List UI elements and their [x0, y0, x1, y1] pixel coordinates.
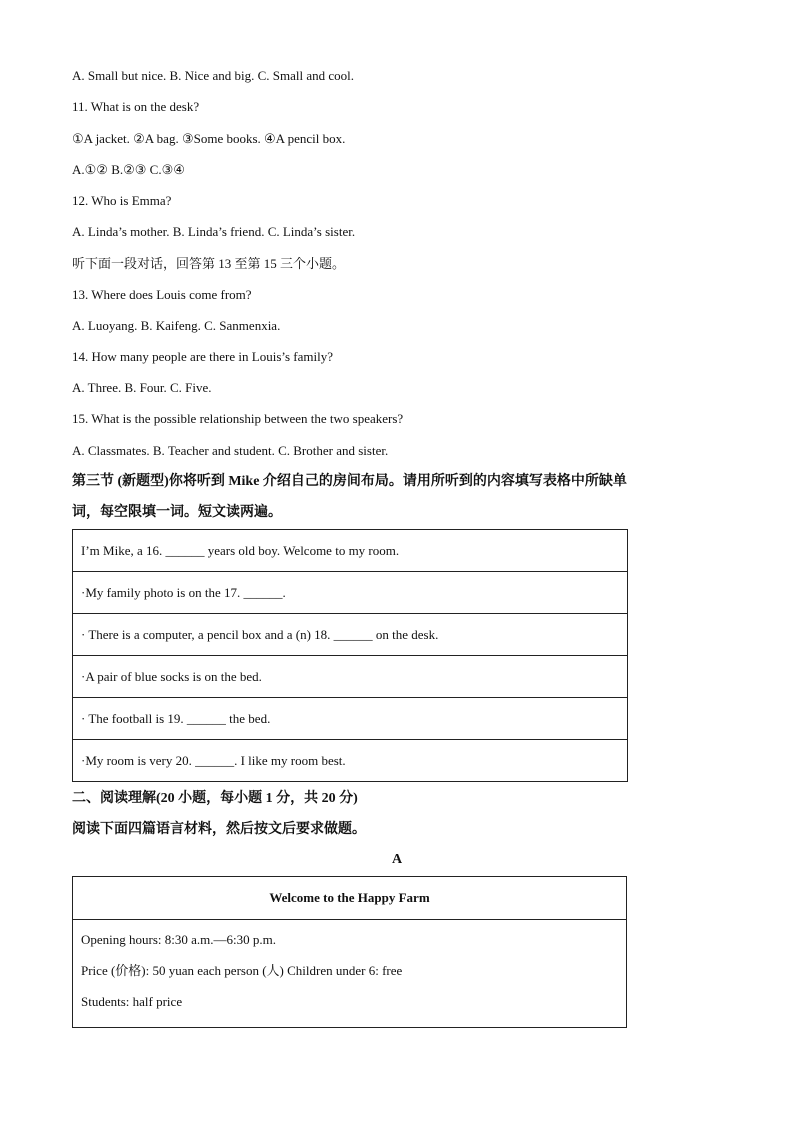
passage-letter: A — [391, 852, 403, 867]
table-row — [73, 656, 628, 698]
q14-options: A. Three. B. Four. C. Five. — [72, 380, 212, 395]
student-price: Students: half price — [81, 994, 183, 1009]
section3-heading-line1: 第三节 (新题型)你将听到 Mike 介绍自己的房间布局。请用所听到的内容填写表格中所缺单 — [72, 474, 627, 489]
table-row — [73, 572, 628, 614]
q14-question: 14. How many people are there in Louis’s family? — [72, 349, 334, 364]
q13-options: A. Luoyang. B. Kaifeng. C. Sanmenxia. — [72, 318, 281, 333]
table-row — [73, 614, 628, 656]
instruction-13-15: 听下面一段对话，回答第 13 至第 15 三个小题。 — [72, 256, 346, 271]
opening-hours: Opening hours: 8:30 a.m.—6:30 p.m. — [81, 932, 276, 947]
q12-question: 12. Who is Emma? — [72, 193, 172, 208]
q13-question: 13. Where does Louis come from? — [72, 287, 252, 302]
q12-options: A. Linda’s mother. B. Linda’s friend. C. Linda’s sister. — [72, 224, 356, 239]
q11-question: 11. What is on the desk? — [72, 99, 200, 114]
q11-options: A.①② B.②③ C.③④ — [72, 162, 185, 177]
table-row — [73, 698, 628, 740]
table-cell: ·My room is very 20. ______. I like my room best. — [73, 740, 628, 782]
q15-options: A. Classmates. B. Teacher and student. C. Brother and sister. — [72, 443, 389, 458]
table-cell: ·A pair of blue socks is on the bed. — [73, 656, 628, 698]
q15-question: 15. What is the possible relationship between the two speakers? — [72, 411, 404, 426]
table-row — [73, 920, 627, 1028]
table-cell: I’m Mike, a 16. ______ years old boy. Welcome to my room. — [73, 530, 628, 572]
q10-options: A. Small but nice. B. Nice and big. C. Small and cool. — [72, 68, 354, 83]
section3-heading-line2: 词，每空限填一词。短文读两遍。 — [72, 505, 282, 520]
table-cell: · There is a computer, a pencil box and a (n) 18. ______ on the desk. — [73, 614, 628, 656]
farm-title: Welcome to the Happy Farm — [73, 877, 627, 920]
farm-details — [73, 920, 627, 1028]
table-row — [73, 877, 627, 920]
part2-heading: 二、阅读理解(20 小题，每小题 1 分，共 20 分) — [72, 791, 358, 806]
table-cell: ·My family photo is on the 17. ______. — [73, 572, 628, 614]
farm-info-table — [72, 876, 627, 1028]
price-info: Price (价格): 50 yuan each person (人) Children under 6: free — [81, 963, 403, 978]
fill-in-table — [72, 529, 628, 782]
table-row — [73, 740, 628, 782]
table-row — [73, 530, 628, 572]
table-cell: · The football is 19. ______ the bed. — [73, 698, 628, 740]
part2-instruction: 阅读下面四篇语言材料，然后按文后要求做题。 — [72, 822, 366, 837]
q11-items: ①A jacket. ②A bag. ③Some books. ④A pencil box. — [72, 131, 346, 146]
